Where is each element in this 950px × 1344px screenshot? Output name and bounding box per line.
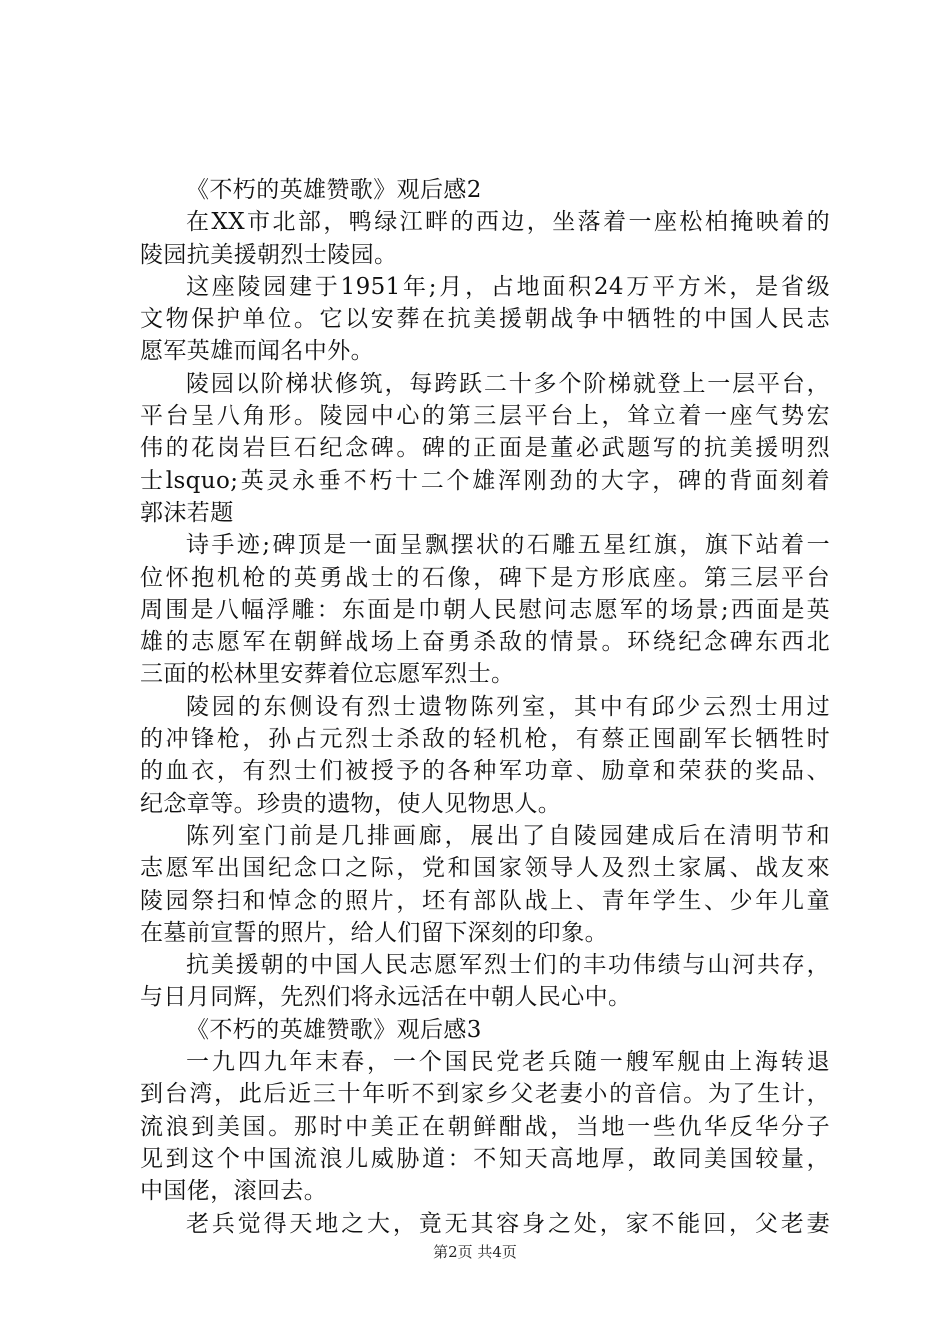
text-line: 到台湾，此后近三十年听不到家乡父老妻小的音信。为了生计，: [140, 1081, 830, 1108]
text-line: 陵园以阶梯状修筑，每跨跃二十多个阶梯就登上一层平台，: [186, 370, 830, 397]
text-line: 这座陵园建于1951年;月，占地面积24万平方米，是省级: [186, 273, 830, 300]
text-line: 士lsquo;英灵永垂不朽十二个雄浑刚劲的大字，碑的背面刻着: [140, 467, 830, 494]
text-line: 志愿军出国纪念口之际，党和国家领导人及烈土家属、战友來: [140, 855, 830, 882]
text-line: 流浪到美国。那时中美正在朝鲜酣战，当地一些仇华反华分子: [140, 1113, 830, 1140]
text-line: 《不朽的英雄赞歌》观后感3: [186, 1016, 482, 1043]
text-line: 在墓前宣誓的照片，给人们留下深刻的印象。: [140, 919, 608, 946]
text-line: 陵园的东侧设有烈士遗物陈列室，其中有邱少云烈士用过: [186, 693, 830, 720]
text-line: 陈列室门前是几排画廊，展出了自陵园建成后在清明节和: [186, 822, 830, 849]
text-line: 愿军英雄而闻名中外。: [140, 338, 374, 365]
text-line: 陵园抗美援朝烈士陵园。: [140, 241, 398, 268]
text-line: 平台呈八角形。陵园中心的第三层平台上，耸立着一座气势宏: [140, 403, 830, 430]
text-line: 见到这个中国流浪儿威胁道：不知天高地厚，敢同美国较量，: [140, 1145, 830, 1172]
text-line: 在XX市北部，鸭绿江畔的西边，坐落着一座松柏掩映着的: [186, 209, 830, 236]
text-line: 文物保护单位。它以安葬在抗美援朝战争中牺牲的中国人民志: [140, 306, 830, 333]
document-body: [140, 174, 830, 1240]
text-line: 伟的花岗岩巨石纪念碑。碑的正面是董必武题写的抗美援明烈: [140, 435, 830, 462]
text-line: 诗手迹;碑顶是一面呈飘摆状的石雕五星红旗，旗下站着一: [186, 532, 830, 559]
text-line: 一九四九年末春，一个国民党老兵随一艘军舰由上海转退: [186, 1049, 830, 1076]
text-line: 郭沫若题: [140, 499, 234, 526]
text-line: 位怀抱机枪的英勇战士的石像，碑下是方形底座。第三层平台: [140, 564, 830, 591]
text-line: 《不朽的英雄赞歌》观后感2: [186, 177, 482, 203]
text-line: 陵园祭扫和悼念的照片，坯有部队战上、青年学生、少年儿童: [140, 887, 830, 914]
text-line: 纪念章等。珍贵的遗物，使人见物思人。: [140, 790, 562, 817]
text-line: 的血衣，有烈士们被授予的各种军功章、励章和荣获的奖品、: [140, 758, 830, 785]
text-line: 中国佬，滚回去。: [140, 1178, 328, 1205]
page-footer: 第2页 共4页: [433, 1243, 517, 1261]
text-line: 老兵觉得天地之大，竟无其容身之处，家不能回，父老妻: [186, 1210, 830, 1237]
text-line: 与日月同辉，先烈们将永远活在中朝人民心中。: [140, 984, 632, 1011]
text-line: 的冲锋枪，孙占元烈士杀敌的轻机枪，有蔡正囤副军长牺牲时: [140, 726, 830, 753]
text-line: 三面的松林里安葬着位忘愿军烈士。: [140, 661, 515, 688]
text-line: 抗美援朝的中国人民志愿军烈士们的丰功伟绩与山河共存，: [186, 952, 830, 979]
text-line: 周围是八幅浮雕：东面是巾朝人民慰问志愿军的场景;西面是英: [140, 596, 830, 623]
text-line: 雄的志愿军在朝鲜战场上奋勇杀敌的情景。环绕纪念碑东西北: [140, 629, 830, 656]
